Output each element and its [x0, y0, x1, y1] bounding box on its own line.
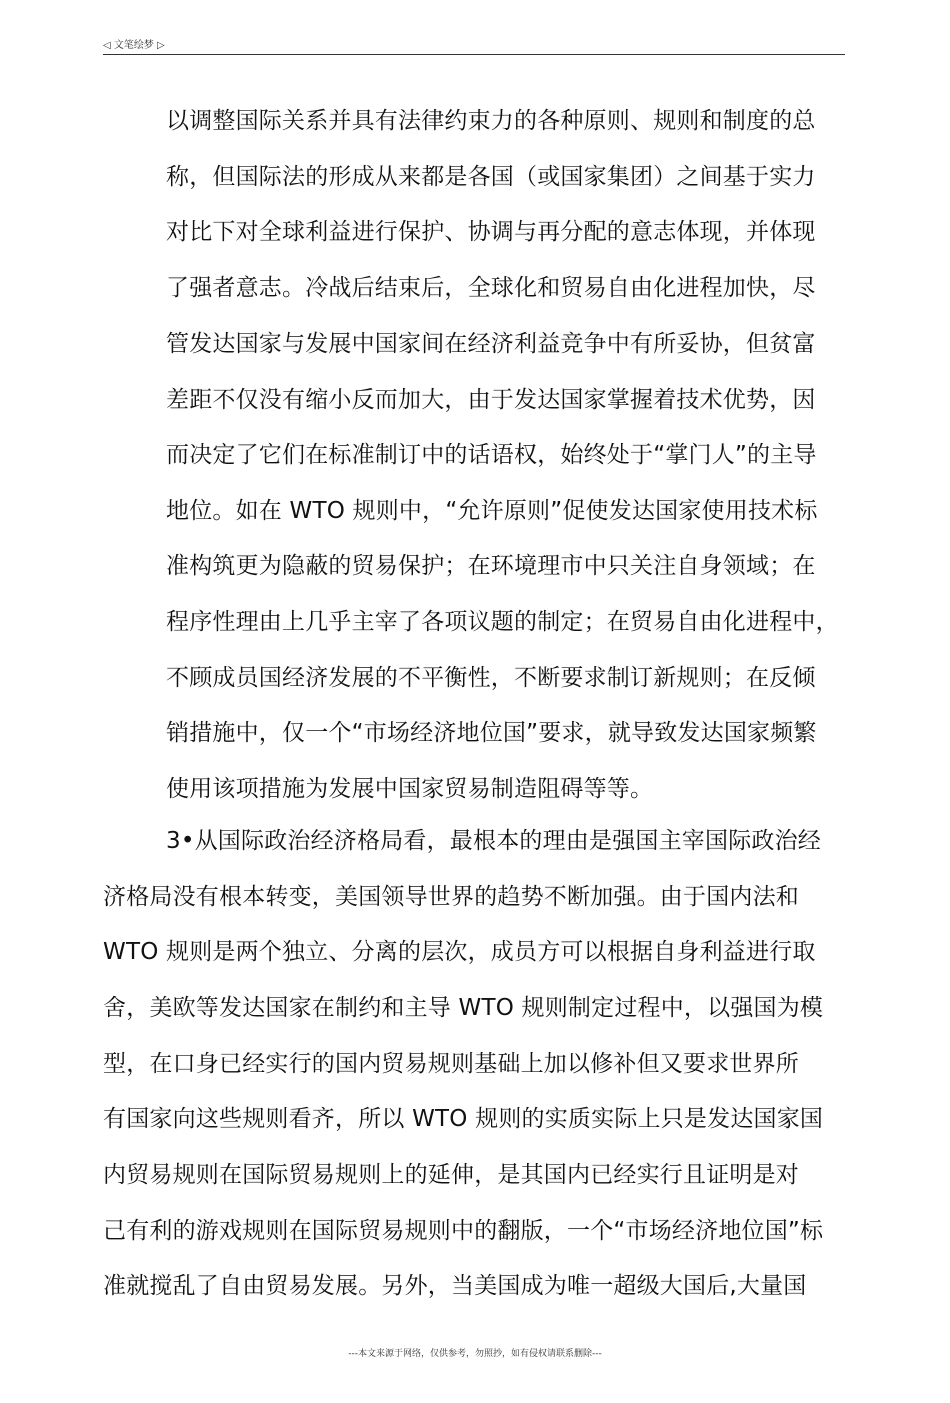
text-line: 使用该项措施为发展中国家贸易制造阻碍等等。: [166, 776, 654, 802]
text-line: 程序性理由上几乎主宰了各项议题的制定；在贸易自由化进程中，: [166, 609, 839, 635]
text-line: 销措施中，仅一个“市场经济地位国”要求，就导致发达国家频繁: [166, 720, 817, 746]
page-footer: ---本文来源于网络，仅供参考，勿照抄，如有侵权请联系删除---: [348, 1349, 602, 1359]
paragraph-first-line: 3•从国际政治经济格局看，最根本的理由是强国主宰国际政治经: [166, 828, 821, 854]
text-line: 济格局没有根本转变，美国领导世界的趋势不断加强。由于国内法和: [103, 884, 799, 910]
text-line: 对比下对全球利益进行保护、协调与再分配的意志体现，并体现: [166, 219, 816, 245]
text-line: 准就搅乱了自由贸易发展。另外，当美国成为唯一超级大国后,大量国: [103, 1273, 807, 1299]
text-line: 了强者意志。冷战后结束后，全球化和贸易自由化进程加快，尽: [166, 275, 816, 301]
text-line: 地位。如在 WTO 规则中，“允许原则”促使发达国家使用技术标: [166, 498, 818, 524]
text-line: 不顾成员国经济发展的不平衡性，不断要求制订新规则；在反倾: [166, 665, 816, 691]
text-line: 舍，美欧等发达国家在制约和主导 WTO 规则制定过程中，以强国为模: [103, 995, 824, 1021]
text-line: 差距不仅没有缩小反而加大，由于发达国家掌握着技术优势，因: [166, 387, 816, 413]
text-line: 型，在口身已经实行的国内贸易规则基础上加以修补但又要求世界所: [103, 1051, 799, 1077]
page-header: [103, 40, 845, 55]
text-line: 称，但国际法的形成从来都是各国（或国家集团）之间基于实力: [166, 164, 816, 190]
text-line: 管发达国家与发展中国家间在经济利益竞争中有所妥协，但贫富: [166, 331, 816, 357]
text-line: WTO 规则是两个独立、分离的层次，成员方可以根据自身利益进行取: [103, 939, 816, 965]
text-line: 有国家向这些规则看齐，所以 WTO 规则的实质实际上只是发达国家国: [103, 1106, 824, 1132]
header-mark: ◁ 文笔绘梦 ▷: [103, 40, 165, 51]
text-line: 准构筑更为隐蔽的贸易保护；在环境理市中只关注自身领域；在: [166, 553, 816, 579]
text-line: 己有利的游戏规则在国际贸易规则中的翻版，一个“市场经济地位国”标: [103, 1218, 824, 1244]
text-line: 而决定了它们在标准制订中的话语权，始终处于“掌门人”的主导: [166, 442, 817, 468]
text-line: 以调整国际关系并具有法律约束力的各种原则、规则和制度的总: [166, 108, 816, 134]
text-line: 内贸易规则在国际贸易规则上的延伸，是其国内已经实行且证明是对: [103, 1162, 799, 1188]
